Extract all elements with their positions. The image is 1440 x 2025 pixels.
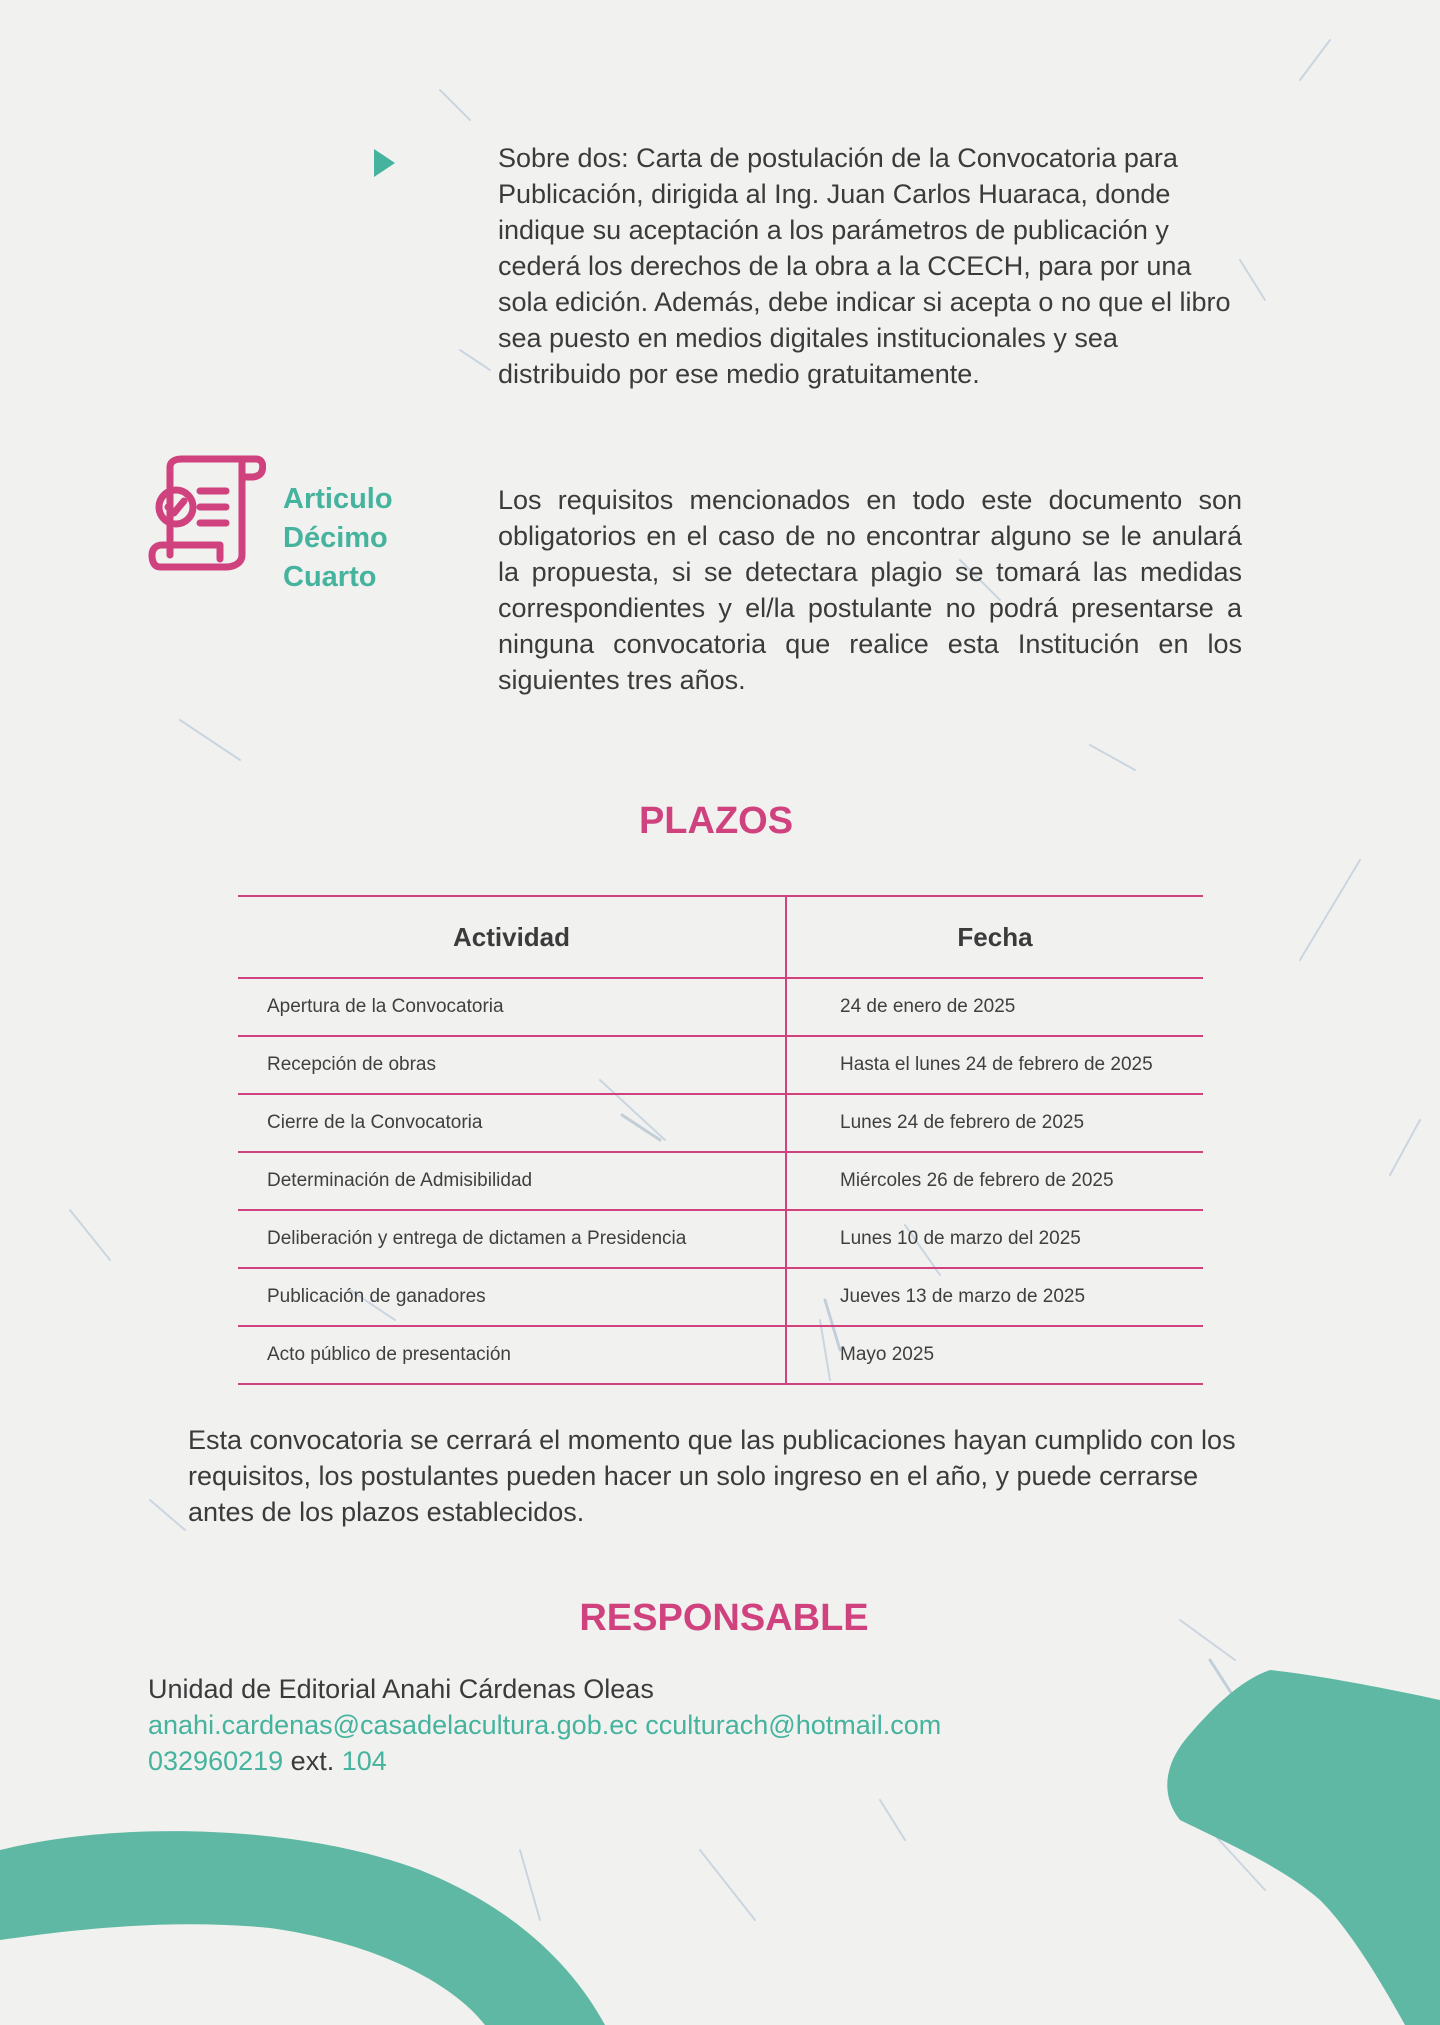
plazos-heading: PLAZOS (638, 800, 794, 842)
date-cell: Jueves 13 de marzo de 2025 (786, 1268, 1203, 1326)
activity-cell: Publicación de ganadores (238, 1268, 786, 1326)
activity-cell: Deliberación y entrega de dictamen a Presidencia (238, 1210, 786, 1268)
table-row (238, 1152, 1203, 1210)
responsable-name-line: Unidad de Editorial Anahi Cárdenas Oleas (148, 1674, 654, 1704)
phone-line (148, 1743, 1248, 1779)
activity-cell: Apertura de la Convocatoria (238, 978, 786, 1036)
article-paragraph: Los requisitos mencionados en todo este documento son obligatorios en el caso de no encontrar alguno se le anulará la propuesta, si se detectara plagio se tomará las medidas correspondientes y el/la postulante no podrá presentarse a ninguna convocatoria que realice esta Institución en los siguientes tres años. (498, 485, 1242, 695)
column-header-activity: Actividad (238, 896, 786, 978)
extension-number: 104 (341, 1746, 387, 1776)
table-header-row (238, 896, 1203, 978)
table-row (238, 1036, 1203, 1094)
email-link-secondary[interactable]: cculturach@hotmail.com (645, 1710, 942, 1740)
activity-cell: Determinación de Admisibilidad (238, 1152, 786, 1210)
date-cell: Lunes 24 de febrero de 2025 (786, 1094, 1203, 1152)
activity-cell: Acto público de presentación (238, 1326, 786, 1384)
document-checklist-icon (148, 455, 266, 571)
date-cell: 24 de enero de 2025 (786, 978, 1203, 1036)
table-row (238, 1210, 1203, 1268)
extension-label: ext. (290, 1746, 335, 1776)
deadline-table (238, 895, 1203, 1385)
table-row (238, 1268, 1203, 1326)
responsable-contact (148, 1671, 1248, 1779)
closing-paragraph: Esta convocatoria se cerrará el momento que las publicaciones hayan cumplido con los requisitos, los postulantes pueden hacer un solo ingreso en el año, y puede cerrarse antes de los plazos establecidos. (188, 1425, 1236, 1527)
email-link-primary[interactable]: anahi.cardenas@casadelacultura.gob.ec (148, 1710, 638, 1740)
date-cell: Mayo 2025 (786, 1326, 1203, 1384)
column-header-date: Fecha (786, 896, 1203, 978)
email-line (148, 1707, 1248, 1743)
article-heading (283, 480, 443, 597)
article-heading-line-1: Articulo (283, 483, 393, 515)
activity-cell: Recepción de obras (238, 1036, 786, 1094)
date-cell: Lunes 10 de marzo del 2025 (786, 1210, 1203, 1268)
article-heading-line-3: Cuarto (283, 561, 377, 593)
table-row (238, 1094, 1203, 1152)
table-row (238, 1326, 1203, 1384)
date-cell: Miércoles 26 de febrero de 2025 (786, 1152, 1203, 1210)
bullet-paragraph: Sobre dos: Carta de postulación de la Convocatoria para Publicación, dirigida al Ing. Juan Carlos Huaraca, donde indique su aceptación a los parámetros de publicación y cederá los derechos de la obra a la CCECH, para por una sola edición. Además, debe indicar si acepta o no que el libro sea puesto en medios digitales institucionales y sea distribuido por ese medio gratuitamente. (498, 143, 1231, 389)
activity-cell: Cierre de la Convocatoria (238, 1094, 786, 1152)
date-cell: Hasta el lunes 24 de febrero de 2025 (786, 1036, 1203, 1094)
article-heading-line-2: Décimo (283, 522, 388, 554)
responsable-heading: RESPONSABLE (579, 1597, 869, 1639)
phone-number[interactable]: 032960219 (148, 1746, 284, 1776)
table-row (238, 978, 1203, 1036)
triangle-bullet-icon (372, 148, 396, 178)
